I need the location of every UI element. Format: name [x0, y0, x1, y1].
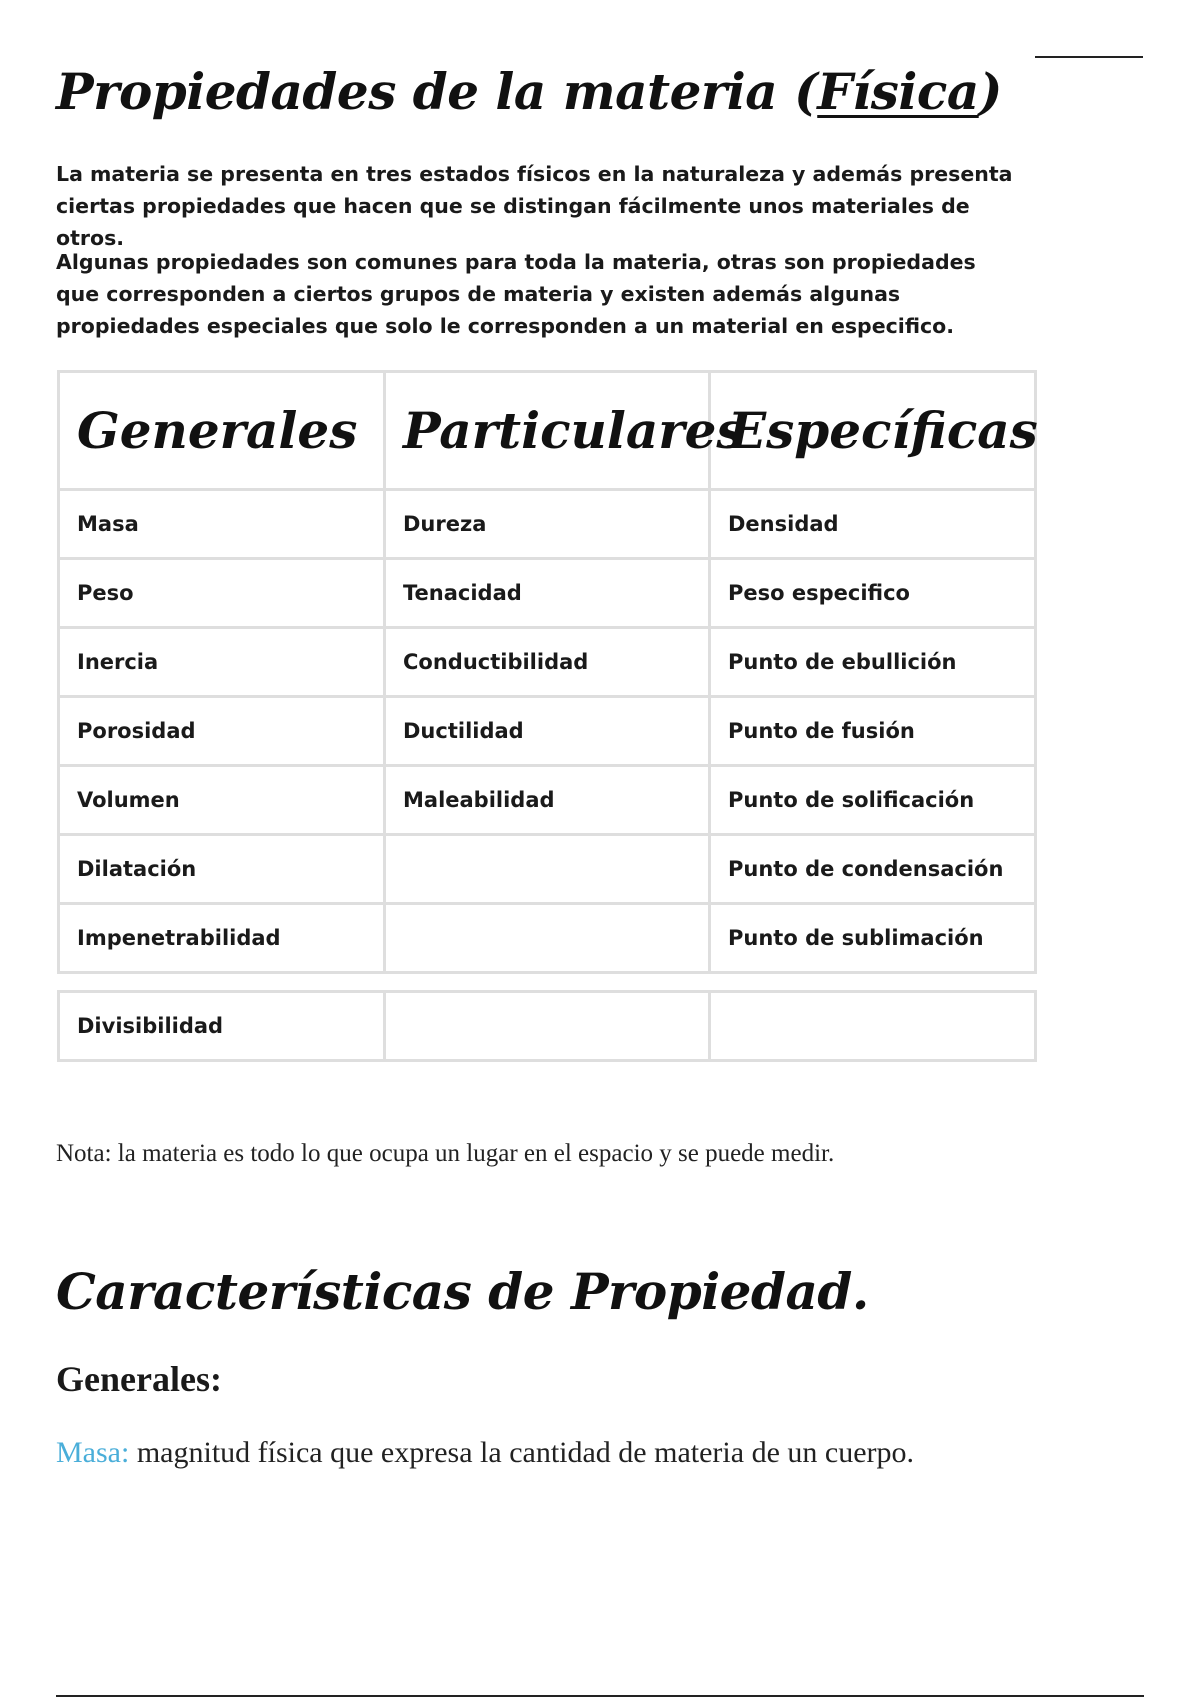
table-cell: Dureza	[385, 490, 710, 559]
table-row	[59, 992, 1036, 1061]
header-especificas: Específicas	[710, 372, 1036, 490]
header-particulares: Particulares	[385, 372, 710, 490]
top-right-rule	[1035, 56, 1143, 58]
table-cell: Masa	[59, 490, 385, 559]
table-cell: Conductibilidad	[385, 628, 710, 697]
bottom-rule	[56, 1695, 1144, 1697]
table-row	[59, 766, 1036, 835]
table-cell: Ductilidad	[385, 697, 710, 766]
table-cell: Peso especifico	[710, 559, 1036, 628]
definition-text: magnitud física que expresa la cantidad de materia de un cuerpo.	[129, 1436, 915, 1469]
table-cell: Punto de sublimación	[710, 904, 1036, 973]
table-header-row	[59, 372, 1036, 490]
table-cell	[385, 904, 710, 973]
table-cell: Impenetrabilidad	[59, 904, 385, 973]
definition-masa	[56, 1436, 914, 1470]
table-cell: Tenacidad	[385, 559, 710, 628]
properties-paragraph: Algunas propiedades son comunes para toda la materia, otras son propiedades que corresponden a ciertos grupos de materia y existen además algunas propiedades especiales que solo le corresponden a un material en especifico.	[56, 250, 976, 338]
table-cell: Punto de solificación	[710, 766, 1036, 835]
table-cell: Maleabilidad	[385, 766, 710, 835]
table-cell	[385, 992, 710, 1061]
table-cell: Densidad	[710, 490, 1036, 559]
header-generales: Generales	[59, 372, 385, 490]
intro-paragraph: La materia se presenta en tres estados físicos en la naturaleza y además presenta ciertas propiedades que hacen que se distingan fácilmente unos materiales de otros.	[56, 162, 1013, 250]
table-row	[59, 904, 1036, 973]
table-cell: Peso	[59, 559, 385, 628]
table-cell: Inercia	[59, 628, 385, 697]
page-title-suffix: )	[978, 62, 1002, 121]
table-cell: Punto de fusión	[710, 697, 1036, 766]
table-row	[59, 697, 1036, 766]
table-cell	[385, 835, 710, 904]
properties-table-continuation	[57, 990, 1037, 1062]
section-subtitle: Generales:	[56, 1359, 222, 1399]
section-title: Características de Propiedad.	[56, 1262, 869, 1321]
table-row	[59, 559, 1036, 628]
definition-term: Masa:	[56, 1436, 130, 1469]
table-cell: Porosidad	[59, 697, 385, 766]
properties-table	[57, 370, 1037, 974]
table-cell: Punto de condensación	[710, 835, 1036, 904]
page-title-prefix: Propiedades de la materia (	[56, 62, 818, 121]
table-cell: Dilatación	[59, 835, 385, 904]
table-row	[59, 835, 1036, 904]
page-title	[56, 62, 1002, 121]
note-text: Nota: la materia es todo lo que ocupa un lugar en el espacio y se puede medir.	[56, 1140, 835, 1167]
table-cell: Volumen	[59, 766, 385, 835]
table-cell	[710, 992, 1036, 1061]
table-row	[59, 490, 1036, 559]
page-title-underlined-word: Física	[817, 62, 979, 121]
table-cell: Punto de ebullición	[710, 628, 1036, 697]
table-cell: Divisibilidad	[59, 992, 385, 1061]
table-row	[59, 628, 1036, 697]
